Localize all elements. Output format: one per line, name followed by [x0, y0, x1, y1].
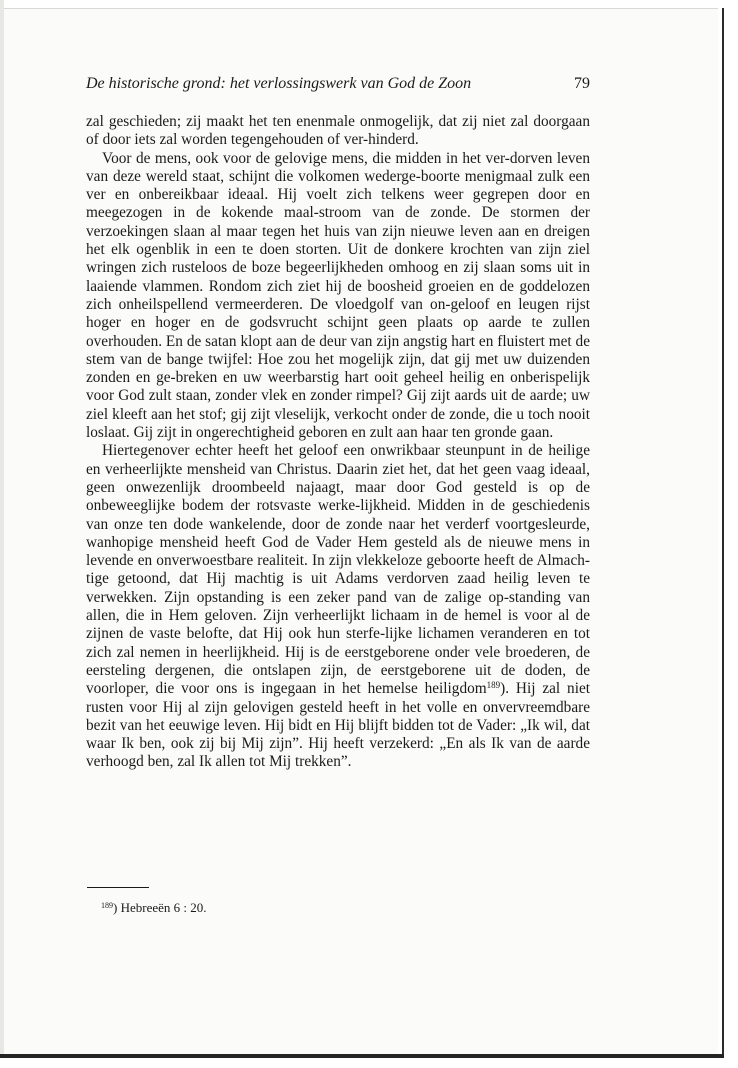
page-bottom-edge-shadow: [0, 1054, 724, 1058]
page-number: 79: [574, 75, 590, 92]
footnote: [101, 900, 207, 916]
paragraph-believer-struggle: Voor de mens, ook voor de gelovige mens, die midden in het ver-dorven leven van deze wereld staat, schijnt die volkomen wederge-boorte menigmaal zulk een ver en onbereikbaar ideaal. Hij voelt zich telkens weer gegrepen door en meegezogen in de kokende maal-stroom van de zonde. De stormen der verzoekingen slaan al maar tegen het huis van zijn nieuwe leven aan en dreigen het elk ogenblik in een te doen storten. Uit de donkere krochten van zijn ziel wringen zich rusteloos de boze begeerlijkheden omhoog en zij slaan soms uit in laaiende vlammen. Rondom zich ziet hij de boosheid groeien en de goddelozen zich onheilspellend vermeerderen. De vloedgolf van on-geloof en leugen rijst hoger en hoger en de godsvrucht schijnt geen plaats op aarde te zullen overhouden. En de satan klopt aan de deur van zijn angstig hart en fluistert met de stem van de bange twijfel: Hoe zou het mogelijk zijn, dat gij met uw duizenden zonden en ge-breken en uw weerbarstig hart ooit geheel heilig en onberispelijk voor God zult staan, zonder vlek en zonder rimpel? Gij zijt aards uit de aarde; uw ziel kleeft aan het stof; gij zijt vleselijk, verkocht onder de zonde, die u toch nooit loslaat. Gij zijt in ongerechtigheid geboren en zult aan haar ten gronde gaan.: [86, 149, 590, 442]
body-text: [86, 113, 590, 772]
page-right-margin: [718, 0, 738, 1068]
paragraph-faith-foundation: [86, 442, 590, 771]
paragraph-faith-foundation-continuation: ). Hij zal niet rusten voor Hij al zijn gelovigen gesteld heeft in het volle en onvervreemdbare bezit van het eeuwige leven. Hij bidt en Hij blijft bidden tot de Vader: „Ik wil, dat waar Ik ben, ook zij bij Mij zijn”. Hij heeft verzekerd: „En als Ik van de aarde verhoogd ben, zal Ik allen tot Mij trekken”.: [86, 680, 590, 771]
footnote-number: 189: [101, 901, 113, 910]
paragraph-faith-foundation-text: Hiertegenover echter heeft het geloof een onwrikbaar steunpunt in de heilige en verheerlijkte mensheid van Christus. Daarin ziet het, dat het geen vaag ideaal, geen onwezenlijk droombeeld najaagt, maar door God gesteld is op de onbeweeglijke bodem der rotsvaste werke-lijkheid. Midden in de geschiedenis van onze ten dode wankelende, door de zonde naar het verderf voortgesleurde, wanhopige mensheid heeft God de Vader Hem gesteld als de nieuwe mens in levende en onverwoestbare realiteit. In zijn vlekkeloze geboorte heeft de Almach-tige getoond, dat Hij machtig is uit Adams verdorven zaad heilig leven te verwekken. Zijn opstanding is een zeker pand van de zalige op-standing van allen, die in Hem geloven. Zijn verheerlijkt lichaam in de hemel is voor al de zijnen de vaste belofte, dat Hij ook hun sterfe-lijke lichamen veranderen en tot zich zal nemen in heerlijkheid. Hij is de eerstgeborene onder vele broederen, de eersteling dergenen, die ontslapen zijn, de eerstgeborene uit de doden, de voorloper, die voor ons is ingegaan in het hemelse heiligdom: [86, 442, 590, 698]
footnote-reference: 189: [486, 680, 501, 691]
running-header-title: De historische grond: het verlossingswerk van God de Zoon: [86, 75, 472, 92]
page-right-edge-shadow: [722, 8, 724, 1060]
page-top-edge: [0, 0, 738, 9]
footnote-text: ) Hebreeën 6 : 20.: [113, 900, 207, 915]
paragraph-continued: zal geschieden; zij maakt het ten enenmale onmogelijk, dat zij niet zal doorgaan of door iets zal worden tegengehouden of ver-hinderd.: [86, 113, 590, 149]
page-left-edge: [0, 0, 4, 1068]
footnote-separator: [87, 887, 149, 888]
